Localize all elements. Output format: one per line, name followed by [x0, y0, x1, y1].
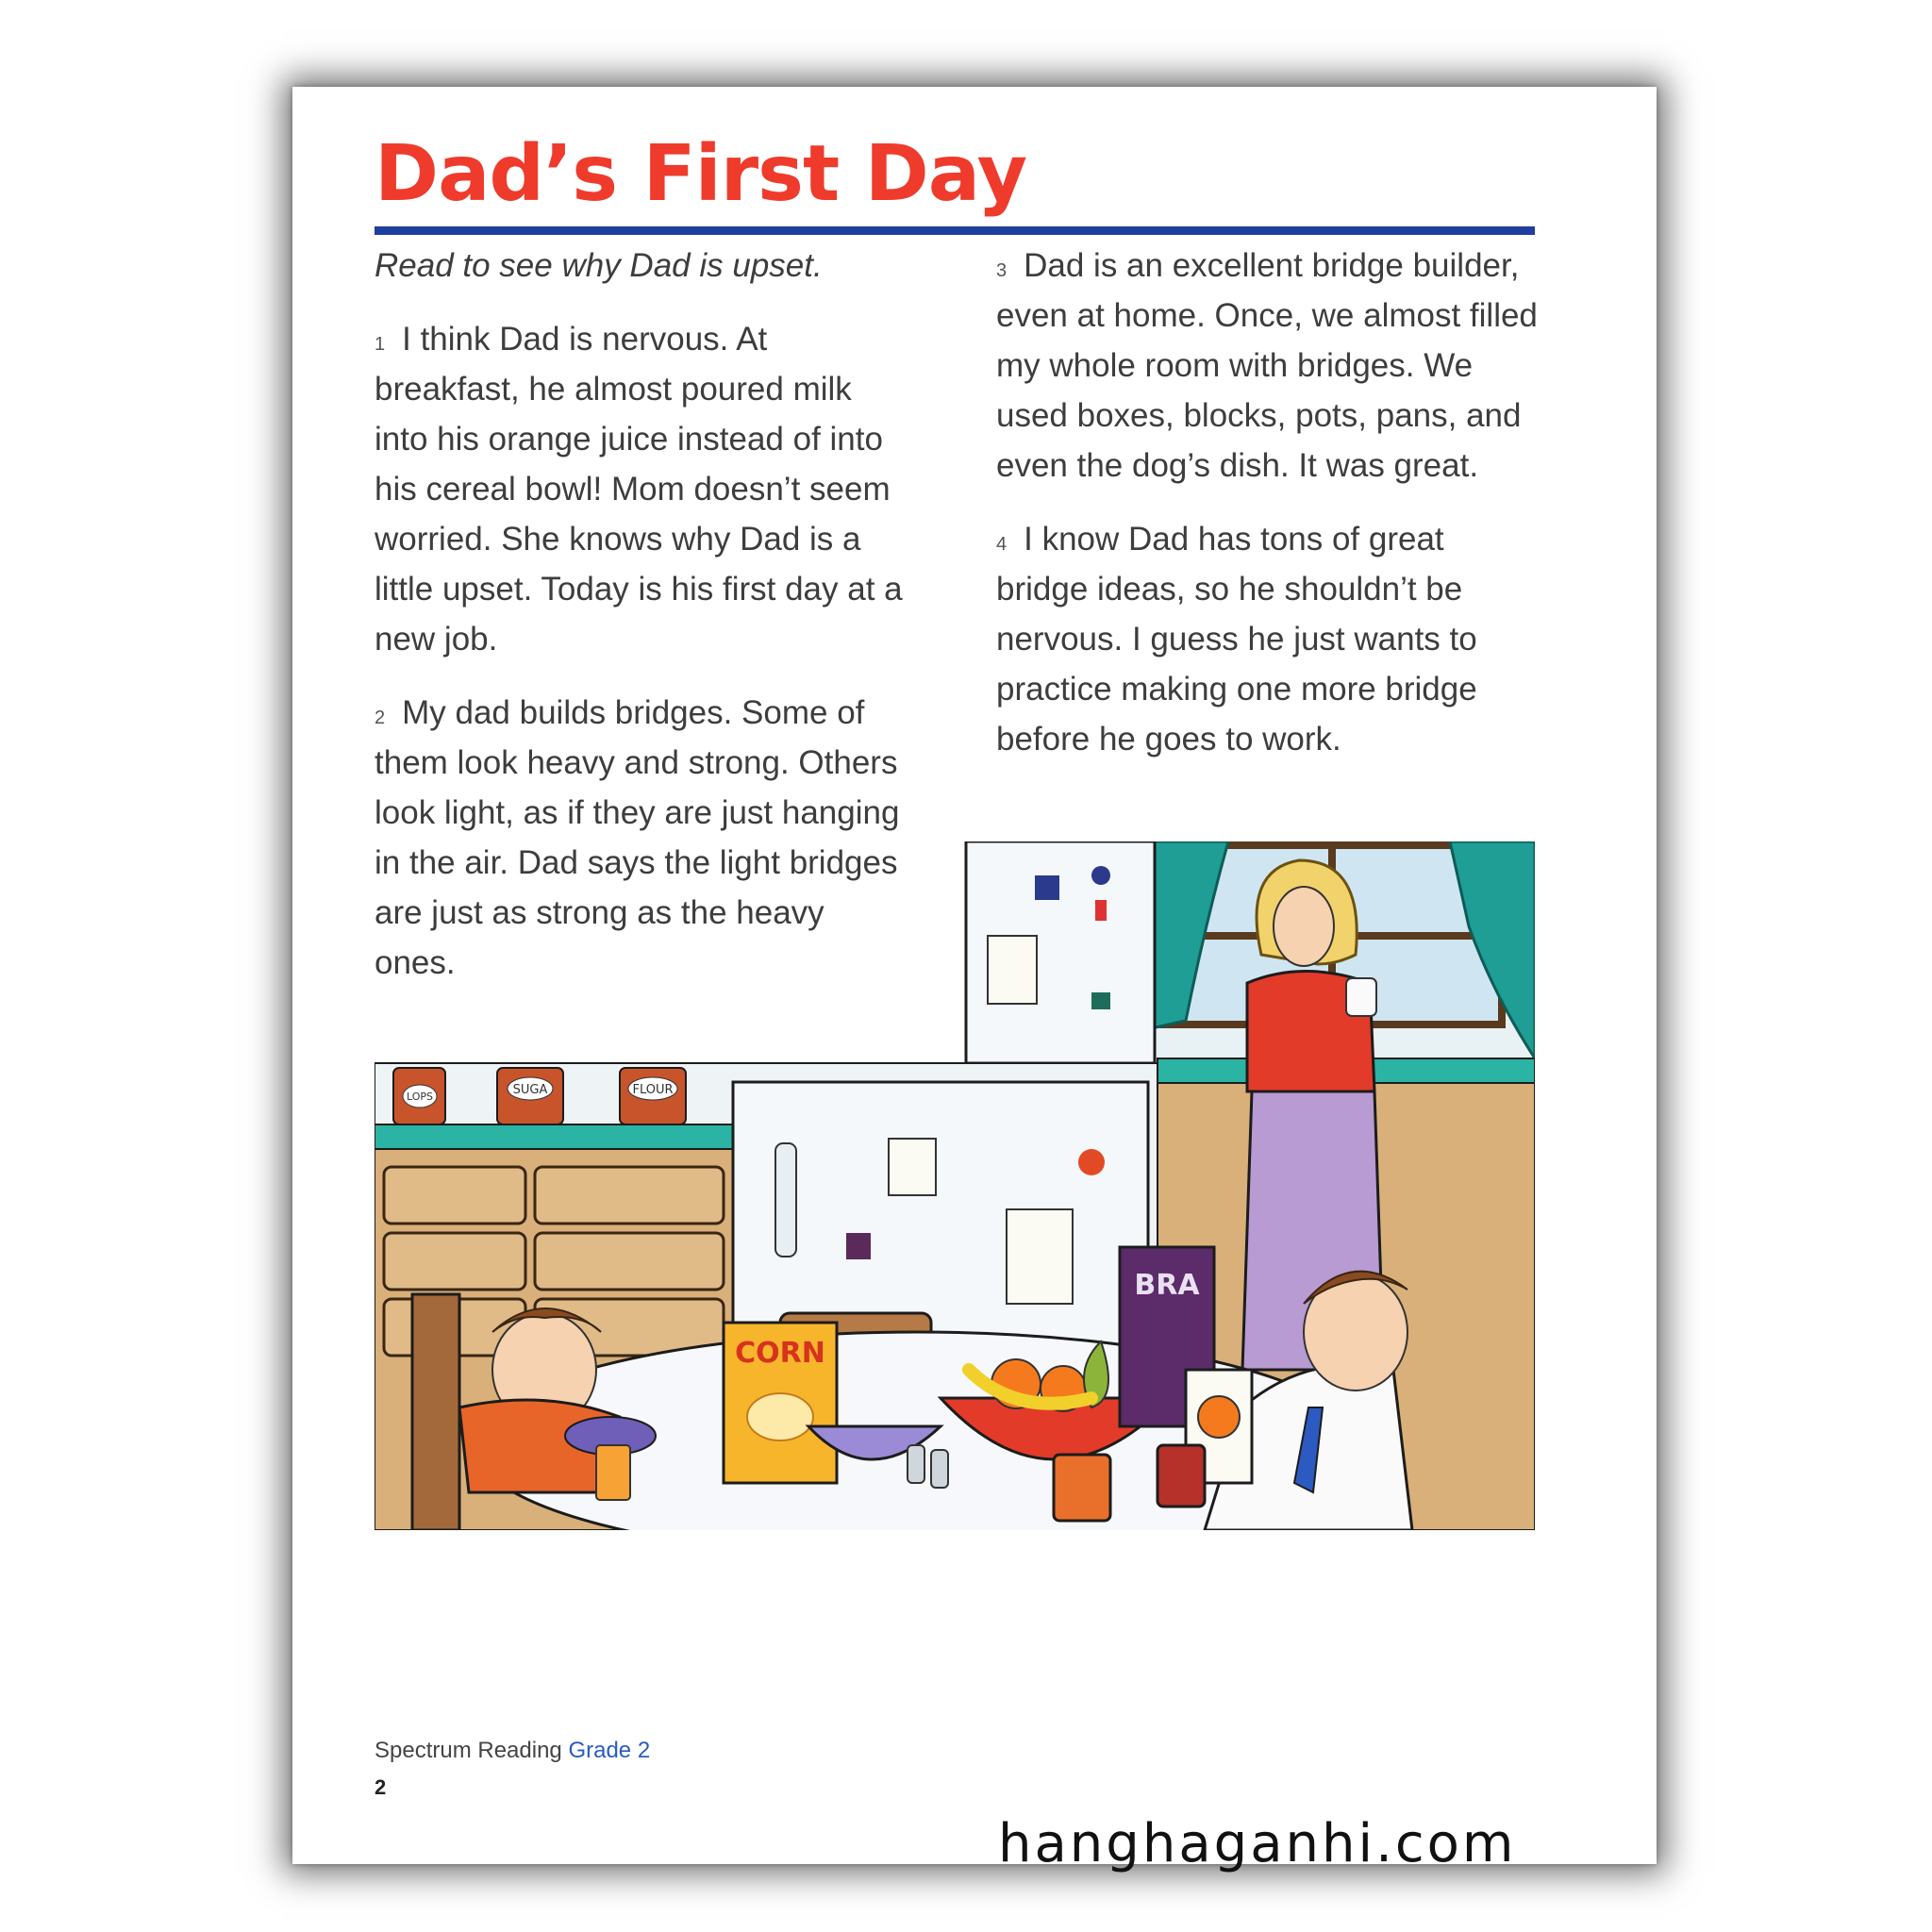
intro-prompt: Read to see why Dad is upset.	[375, 247, 823, 284]
title-rule	[375, 226, 1535, 235]
paragraph-3	[996, 241, 1543, 491]
grade-label: Grade 2	[568, 1738, 651, 1763]
paragraph-number: 3	[996, 260, 1008, 281]
paragraph-4	[996, 514, 1543, 764]
paragraph-number: 1	[375, 334, 386, 355]
bran-box-label: BRA	[1134, 1269, 1200, 1302]
text-column-right	[996, 241, 1543, 788]
canister-label-lops: LOPS	[406, 1091, 434, 1103]
paragraph-text: Dad is an excellent bridge builder, even at home. Once, we almost filled my whole room with bridges. We used boxes, blocks, pots, pans, and even the dog’s dish. It was great.	[996, 247, 1538, 484]
canister-label-sugar: SUGA	[512, 1083, 548, 1097]
paragraph-number: 4	[996, 534, 1008, 555]
canister-label-flour: FLOUR	[632, 1083, 674, 1097]
kitchen-illustration	[375, 841, 1535, 1530]
paragraph-text: I know Dad has tons of great bridge ideas, so he shouldn’t be nervous. I guess he just wants to practice making one more bridge before he goes to work.	[996, 521, 1477, 758]
paragraph-text: My dad builds bridges. Some of them look heavy and strong. Others look light, as if they are just hanging in the air. Dad says the light bridges are just as strong as the heavy ones.	[375, 694, 900, 981]
page-number: 2	[375, 1775, 387, 1799]
paragraph-1	[375, 314, 903, 664]
page-footer	[375, 1738, 650, 1764]
paragraph-number: 2	[375, 708, 386, 728]
watermark-text: hanghaganhi.com	[998, 1813, 1517, 1874]
series-name: Spectrum Reading	[375, 1738, 562, 1763]
page-title: Dad’s First Day	[375, 129, 1027, 219]
paragraph-text: I think Dad is nervous. At breakfast, he almost poured milk into his orange juice instead of into his cereal bowl! Mom doesn’t seem worried. She knows why Dad is a little upset. Today is his first day at a new job.	[375, 321, 903, 658]
workbook-page	[292, 87, 1657, 1874]
cereal-box-label: CORN	[735, 1337, 825, 1370]
